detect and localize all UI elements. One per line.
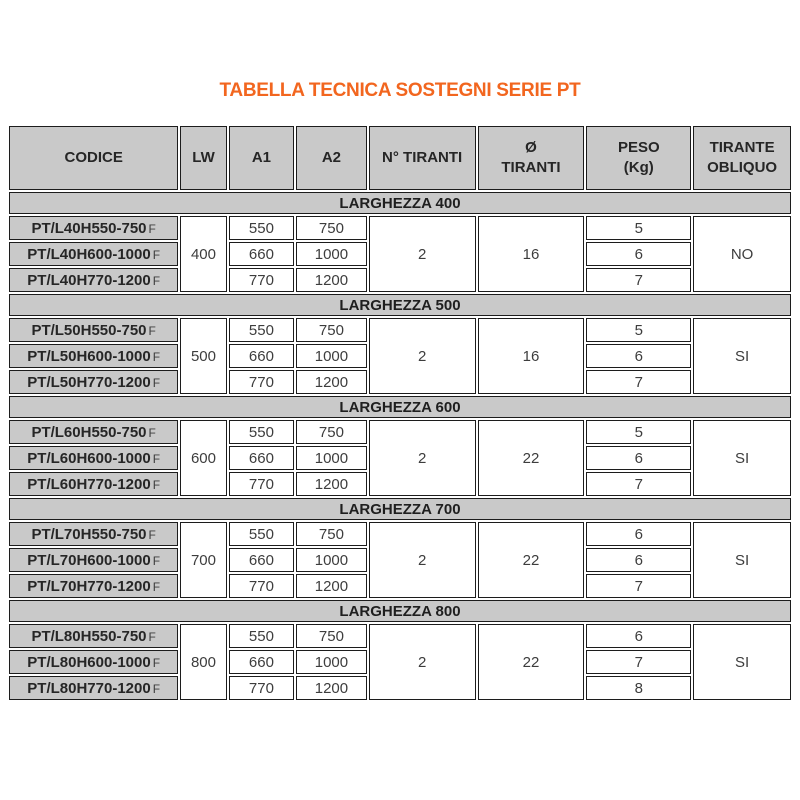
code-suffix: F [152,349,161,364]
cell-codice: PT/L70H600-1000 F [9,548,178,572]
cell-peso: 6 [586,548,691,572]
section-label: LARGHEZZA 400 [9,192,791,214]
code-suffix: F [148,323,156,338]
cell-a2: 1000 [296,344,367,368]
cell-peso: 8 [586,676,691,700]
code-suffix: F [152,553,161,568]
cell-a1: 770 [229,676,295,700]
cell-peso: 5 [586,420,691,444]
cell-lw: 800 [180,624,226,700]
cell-a1: 550 [229,216,295,240]
cell-a1: 770 [229,268,295,292]
cell-codice: PT/L80H770-1200 F [9,676,178,700]
cell-a2: 1200 [296,676,367,700]
cell-tirante-obliquo: SI [693,318,791,394]
cell-a1: 660 [229,548,295,572]
header-cell-lw: LW [180,126,226,190]
cell-tirante-obliquo: SI [693,420,791,496]
cell-tirante-obliquo: SI [693,522,791,598]
cell-codice: PT/L40H770-1200 F [9,268,178,292]
cell-a2: 750 [296,522,367,546]
code-suffix: F [152,247,161,262]
cell-a2: 1200 [296,370,367,394]
cell-diam-tiranti: 22 [478,624,585,700]
cell-a1: 550 [229,420,295,444]
cell-a2: 1000 [296,548,367,572]
cell-codice: PT/L80H550-750 F [9,624,178,648]
cell-codice: PT/L60H770-1200 F [9,472,178,496]
code-suffix: F [152,655,161,670]
cell-a2: 1200 [296,574,367,598]
section-row [9,498,791,520]
cell-n-tiranti: 2 [369,522,476,598]
cell-n-tiranti: 2 [369,420,476,496]
cell-a1: 550 [229,318,295,342]
cell-a2: 750 [296,318,367,342]
cell-a1: 550 [229,522,295,546]
code-suffix: F [152,477,161,492]
cell-codice: PT/L50H600-1000 F [9,344,178,368]
code-suffix: F [152,681,161,696]
cell-a2: 750 [296,624,367,648]
cell-peso: 7 [586,472,691,496]
cell-peso: 6 [586,624,691,648]
cell-diam-tiranti: 22 [478,420,585,496]
cell-peso: 6 [586,446,691,470]
cell-a2: 1000 [296,650,367,674]
cell-peso: 5 [586,318,691,342]
code-suffix: F [152,273,161,288]
section-label: LARGHEZZA 600 [9,396,791,418]
cell-peso: 7 [586,574,691,598]
cell-peso: 6 [586,522,691,546]
cell-n-tiranti: 2 [369,318,476,394]
cell-codice: PT/L40H600-1000 F [9,242,178,266]
cell-peso: 7 [586,268,691,292]
cell-diam-tiranti: 16 [478,216,585,292]
cell-a2: 750 [296,216,367,240]
cell-codice: PT/L50H770-1200 F [9,370,178,394]
cell-peso: 6 [586,242,691,266]
cell-a1: 660 [229,446,295,470]
header-cell-codice: CODICE [9,126,178,190]
cell-a2: 750 [296,420,367,444]
cell-a2: 1200 [296,268,367,292]
cell-a1: 660 [229,650,295,674]
header-cell-d_tiranti: Ø TIRANTI [478,126,585,190]
section-label: LARGHEZZA 500 [9,294,791,316]
cell-codice: PT/L70H550-750 F [9,522,178,546]
cell-peso: 7 [586,370,691,394]
cell-codice: PT/L50H550-750 F [9,318,178,342]
code-suffix: F [152,579,161,594]
code-suffix: F [152,451,161,466]
cell-a2: 1000 [296,242,367,266]
cell-lw: 700 [180,522,226,598]
cell-a2: 1000 [296,446,367,470]
cell-n-tiranti: 2 [369,216,476,292]
section-row [9,600,791,622]
section-row [9,294,791,316]
table-row [9,216,791,240]
code-suffix: F [148,221,156,236]
cell-a1: 550 [229,624,295,648]
header-cell-a1: A1 [229,126,295,190]
cell-peso: 6 [586,344,691,368]
section-label: LARGHEZZA 800 [9,600,791,622]
page-title: TABELLA TECNICA SOSTEGNI SERIE PT [219,80,581,101]
header-cell-n_tiranti: N° TIRANTI [369,126,476,190]
cell-codice: PT/L60H550-750 F [9,420,178,444]
cell-a1: 660 [229,344,295,368]
section-row [9,396,791,418]
table-row [9,522,791,546]
cell-lw: 500 [180,318,226,394]
section-label: LARGHEZZA 700 [9,498,791,520]
cell-tirante-obliquo: SI [693,624,791,700]
cell-a1: 660 [229,242,295,266]
cell-a1: 770 [229,574,295,598]
cell-a2: 1200 [296,472,367,496]
cell-lw: 600 [180,420,226,496]
cell-peso: 7 [586,650,691,674]
cell-lw: 400 [180,216,226,292]
code-suffix: F [152,375,161,390]
table-row [9,624,791,648]
section-row [9,192,791,214]
header-cell-tirante_obliquo: TIRANTE OBLIQUO [693,126,791,190]
cell-peso: 5 [586,216,691,240]
cell-codice: PT/L60H600-1000 F [9,446,178,470]
cell-codice: PT/L40H550-750 F [9,216,178,240]
cell-diam-tiranti: 22 [478,522,585,598]
technical-spec-table [7,124,793,702]
code-suffix: F [148,425,156,440]
code-suffix: F [148,629,156,644]
table-body [9,192,791,700]
cell-codice: PT/L70H770-1200 F [9,574,178,598]
header-cell-a2: A2 [296,126,367,190]
header-cell-peso: PESO (Kg) [586,126,691,190]
header-row [9,126,791,190]
table-row [9,420,791,444]
table-row [9,318,791,342]
code-suffix: F [148,527,156,542]
cell-n-tiranti: 2 [369,624,476,700]
cell-a1: 770 [229,472,295,496]
table-header [9,126,791,190]
cell-codice: PT/L80H600-1000 F [9,650,178,674]
cell-diam-tiranti: 16 [478,318,585,394]
cell-tirante-obliquo: NO [693,216,791,292]
cell-a1: 770 [229,370,295,394]
